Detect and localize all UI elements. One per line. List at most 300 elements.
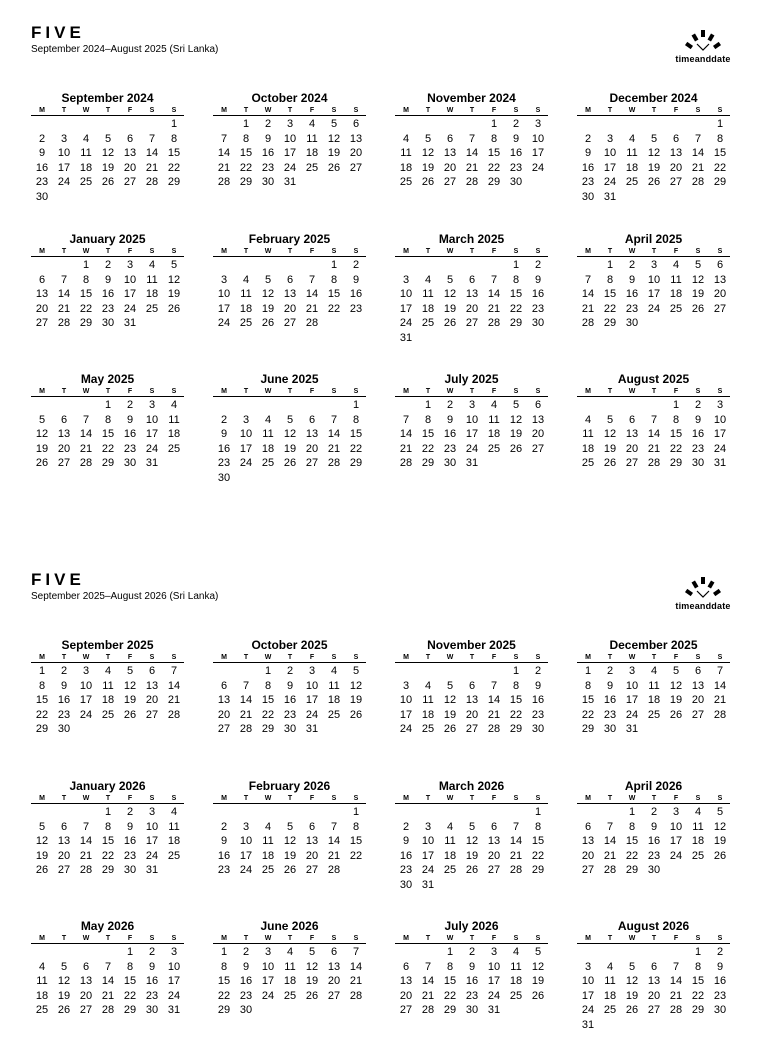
day-cell: 22 — [35, 708, 49, 721]
day-cell: 19 — [443, 302, 457, 315]
day-cell: 30 — [399, 878, 413, 891]
day-cell: 21 — [421, 989, 435, 1002]
weekday-header — [31, 794, 184, 804]
weekday-label: F — [127, 795, 133, 802]
day-cell: 31 — [625, 723, 639, 735]
month-name: November 2024 — [427, 91, 516, 105]
day-cell: 10 — [625, 679, 639, 692]
day-cell: 14 — [167, 679, 181, 692]
day-cell: 27 — [581, 864, 595, 876]
weekday-header — [31, 934, 184, 944]
day-cell: 30 — [123, 457, 137, 469]
weekday-label: T — [425, 935, 431, 942]
day-cell: 15 — [35, 694, 49, 706]
day-cell: 20 — [465, 302, 479, 315]
day-cell: 28 — [603, 864, 617, 876]
day-cell: 31 — [167, 1004, 181, 1016]
day-cell: 21 — [57, 302, 71, 315]
day-cell: 18 — [327, 694, 341, 706]
day-cell: 13 — [283, 288, 297, 300]
day-cell: 8 — [446, 960, 454, 973]
day-cell: 28 — [581, 317, 595, 329]
day-cell: 30 — [239, 1004, 253, 1016]
day-cell: 16 — [691, 428, 705, 440]
weekday-label: M — [585, 107, 591, 114]
empty-day-cell — [643, 398, 665, 413]
day-cell: 1 — [170, 118, 178, 130]
day-cell: 5 — [352, 665, 360, 677]
weekday-label: F — [309, 935, 315, 942]
weekday-label: S — [717, 248, 723, 255]
month-name: November 2025 — [427, 638, 516, 652]
day-cell: 2 — [104, 259, 112, 271]
day-cell: 2 — [446, 399, 454, 411]
day-cell: 20 — [217, 708, 231, 721]
day-cell: 7 — [352, 946, 360, 958]
day-cell: 23 — [509, 161, 523, 174]
day-cell: 13 — [57, 835, 71, 847]
day-cell: 20 — [35, 302, 49, 315]
day-cell: 6 — [694, 665, 702, 677]
weekday-header — [577, 934, 730, 944]
day-cell: 21 — [647, 442, 661, 455]
day-cell: 4 — [628, 132, 636, 145]
day-cell: 6 — [352, 118, 360, 130]
day-cell: 26 — [167, 302, 181, 315]
month-name: March 2026 — [438, 779, 505, 793]
day-cell: 28 — [327, 457, 341, 469]
day-cell: 25 — [421, 723, 435, 735]
weekday-label: S — [535, 654, 541, 661]
weekday-label: T — [287, 107, 293, 114]
day-cell: 31 — [145, 864, 159, 876]
month-name: March 2025 — [438, 232, 505, 246]
day-cell: 3 — [220, 273, 228, 286]
weekday-header — [213, 794, 366, 804]
day-cell: 14 — [79, 835, 93, 847]
empty-day-cell — [301, 258, 323, 273]
day-cell: 4 — [264, 413, 272, 426]
day-cell: 26 — [101, 176, 115, 188]
empty-day-cell — [31, 117, 53, 132]
weekday-label: M — [221, 248, 227, 255]
day-cell: 1 — [512, 259, 520, 271]
day-cell: 8 — [628, 820, 636, 833]
day-grid — [395, 945, 548, 1018]
day-cell: 6 — [286, 273, 294, 286]
day-cell: 1 — [330, 259, 338, 271]
day-cell: 6 — [82, 960, 90, 973]
weekday-label: F — [673, 388, 679, 395]
weekday-label: W — [82, 654, 90, 661]
day-cell: 19 — [443, 708, 457, 721]
day-cell: 28 — [349, 989, 363, 1002]
day-cell: 30 — [57, 723, 71, 735]
day-cell: 29 — [669, 457, 683, 469]
day-cell: 29 — [217, 1004, 231, 1016]
day-cell: 27 — [145, 708, 159, 721]
empty-day-cell — [213, 805, 235, 820]
day-cell: 4 — [38, 960, 46, 973]
weekday-label: W — [264, 248, 272, 255]
day-cell: 21 — [349, 975, 363, 987]
day-cell: 12 — [691, 273, 705, 286]
empty-day-cell — [257, 805, 279, 820]
day-cell: 4 — [308, 118, 316, 130]
day-cell: 15 — [327, 288, 341, 300]
weekday-label: S — [695, 935, 701, 942]
day-cell: 13 — [625, 428, 639, 440]
empty-day-cell — [461, 664, 483, 679]
month-calendar — [577, 778, 730, 878]
day-cell: 11 — [648, 679, 660, 692]
day-cell: 11 — [262, 835, 274, 847]
weekday-label: S — [149, 654, 155, 661]
day-cell: 14 — [647, 428, 661, 440]
day-cell: 16 — [239, 975, 253, 987]
weekday-label: S — [149, 107, 155, 114]
day-cell: 29 — [487, 176, 501, 188]
weekday-header — [395, 106, 548, 116]
day-cell: 8 — [512, 679, 520, 692]
weekday-label: M — [585, 795, 591, 802]
day-cell: 7 — [220, 132, 228, 145]
day-cell: 1 — [104, 806, 112, 818]
day-cell: 24 — [421, 864, 435, 876]
day-cell: 17 — [669, 835, 683, 847]
weekday-label: S — [149, 388, 155, 395]
empty-day-cell — [643, 117, 665, 132]
day-cell: 21 — [167, 694, 181, 706]
weekday-header — [31, 387, 184, 397]
day-cell: 22 — [509, 302, 523, 315]
day-cell: 28 — [713, 708, 727, 721]
day-cell: 8 — [330, 273, 338, 286]
day-cell: 1 — [534, 806, 542, 818]
day-cell: 13 — [647, 975, 661, 987]
day-cell: 20 — [145, 694, 159, 706]
day-cell: 5 — [650, 132, 658, 145]
weekday-header — [577, 387, 730, 397]
day-cell: 24 — [57, 176, 71, 188]
empty-day-cell — [257, 398, 279, 413]
day-cell: 23 — [603, 708, 617, 721]
weekday-label: F — [673, 654, 679, 661]
weekday-label: S — [717, 654, 723, 661]
day-cell: 17 — [531, 147, 545, 159]
day-cell: 15 — [691, 975, 705, 987]
day-cell: 11 — [284, 960, 296, 973]
day-cell: 17 — [239, 442, 253, 455]
day-cell: 7 — [330, 820, 338, 833]
day-cell: 22 — [625, 849, 639, 862]
day-cell: 8 — [716, 132, 724, 145]
day-cell: 19 — [35, 442, 49, 455]
day-cell: 23 — [399, 864, 413, 876]
day-cell: 18 — [283, 975, 297, 987]
day-cell: 24 — [123, 302, 137, 315]
day-cell: 28 — [79, 864, 93, 876]
day-cell: 29 — [261, 723, 275, 735]
day-cell: 12 — [57, 975, 71, 987]
day-cell: 3 — [584, 960, 592, 973]
day-cell: 19 — [713, 835, 727, 847]
weekday-label: W — [446, 248, 454, 255]
empty-day-cell — [279, 398, 301, 413]
day-cell: 1 — [352, 806, 360, 818]
day-cell: 25 — [603, 1004, 617, 1016]
empty-day-cell — [235, 258, 257, 273]
day-cell: 5 — [446, 273, 454, 286]
day-cell: 2 — [38, 132, 46, 145]
day-cell: 24 — [167, 989, 181, 1002]
weekday-label: S — [331, 935, 337, 942]
day-cell: 26 — [691, 302, 705, 315]
day-grid — [395, 664, 548, 737]
day-cell: 4 — [672, 259, 680, 271]
day-cell: 24 — [217, 317, 231, 329]
weekday-label: S — [171, 795, 177, 802]
weekday-label: T — [651, 248, 657, 255]
day-cell: 24 — [669, 849, 683, 862]
weekday-label: S — [535, 795, 541, 802]
day-cell: 28 — [421, 1004, 435, 1016]
empty-day-cell — [53, 945, 75, 960]
day-cell: 19 — [531, 975, 545, 987]
weekday-label: M — [39, 795, 45, 802]
day-cell: 8 — [264, 679, 272, 692]
day-cell: 25 — [421, 317, 435, 329]
day-grid — [213, 805, 366, 878]
weekday-label: T — [243, 248, 249, 255]
empty-day-cell — [599, 398, 621, 413]
day-cell: 7 — [242, 679, 250, 692]
day-cell: 12 — [123, 679, 137, 692]
day-cell: 22 — [487, 161, 501, 174]
empty-day-cell — [323, 398, 345, 413]
day-cell: 23 — [283, 708, 297, 721]
day-cell: 11 — [422, 288, 434, 300]
weekday-label: S — [331, 107, 337, 114]
calendar-year-block — [0, 547, 768, 1059]
weekday-label: F — [491, 654, 497, 661]
day-cell: 3 — [402, 273, 410, 286]
day-cell: 1 — [126, 946, 134, 958]
day-cell: 27 — [283, 317, 297, 329]
weekday-label: S — [149, 935, 155, 942]
month-calendar — [395, 778, 548, 892]
month-calendar — [395, 231, 548, 345]
weekday-label: S — [331, 654, 337, 661]
day-cell: 15 — [713, 147, 727, 159]
empty-day-cell — [53, 398, 75, 413]
weekday-label: S — [717, 107, 723, 114]
day-cell: 20 — [283, 302, 297, 315]
day-cell: 3 — [264, 946, 272, 958]
day-cell: 16 — [145, 975, 159, 987]
day-cell: 26 — [283, 864, 297, 876]
weekday-label: F — [127, 935, 133, 942]
day-cell: 25 — [261, 864, 275, 876]
day-cell: 14 — [509, 835, 523, 847]
day-cell: 24 — [603, 176, 617, 188]
day-cell: 23 — [531, 708, 545, 721]
day-cell: 28 — [217, 176, 231, 188]
weekday-label: T — [425, 654, 431, 661]
weekday-label: T — [425, 795, 431, 802]
day-cell: 27 — [217, 723, 231, 735]
day-grid — [577, 945, 730, 1032]
day-cell: 27 — [123, 176, 137, 188]
day-cell: 11 — [168, 820, 180, 833]
day-cell: 27 — [465, 317, 479, 329]
day-cell: 6 — [308, 413, 316, 426]
day-cell: 23 — [101, 302, 115, 315]
month-calendar — [395, 637, 548, 737]
day-cell: 23 — [57, 708, 71, 721]
day-cell: 15 — [421, 428, 435, 440]
empty-day-cell — [301, 805, 323, 820]
weekday-label: S — [535, 248, 541, 255]
day-cell: 28 — [327, 864, 341, 876]
day-cell: 9 — [446, 413, 454, 426]
day-cell: 30 — [261, 176, 275, 188]
day-cell: 21 — [399, 442, 413, 455]
day-cell: 13 — [531, 413, 545, 426]
empty-day-cell — [577, 945, 599, 960]
day-cell: 2 — [584, 132, 592, 145]
day-cell: 26 — [669, 708, 683, 721]
month-name: January 2026 — [69, 779, 146, 793]
day-cell: 2 — [650, 806, 658, 818]
day-grid — [31, 117, 184, 204]
day-cell: 14 — [305, 288, 319, 300]
empty-day-cell — [31, 258, 53, 273]
day-cell: 3 — [628, 665, 636, 677]
day-cell: 18 — [145, 288, 159, 300]
day-cell: 20 — [691, 694, 705, 706]
month-calendar — [213, 231, 366, 331]
day-cell: 15 — [603, 288, 617, 300]
weekday-label: W — [264, 388, 272, 395]
day-cell: 20 — [669, 161, 683, 174]
day-cell: 25 — [443, 864, 457, 876]
day-cell: 19 — [691, 288, 705, 300]
empty-day-cell — [439, 664, 461, 679]
day-cell: 26 — [443, 723, 457, 735]
day-cell: 17 — [625, 694, 639, 706]
day-cell: 3 — [716, 399, 724, 411]
day-cell: 16 — [647, 835, 661, 847]
day-cell: 8 — [82, 273, 90, 286]
day-cell: 24 — [647, 302, 661, 315]
day-cell: 30 — [465, 1004, 479, 1016]
day-cell: 19 — [283, 849, 297, 862]
day-cell: 6 — [126, 132, 134, 145]
day-cell: 25 — [305, 161, 319, 174]
day-cell: 14 — [465, 147, 479, 159]
empty-day-cell — [687, 117, 709, 132]
day-cell: 19 — [101, 161, 115, 174]
day-cell: 27 — [465, 723, 479, 735]
day-cell: 9 — [148, 960, 156, 973]
day-cell: 22 — [421, 442, 435, 455]
day-cell: 18 — [691, 835, 705, 847]
day-cell: 25 — [669, 302, 683, 315]
day-cell: 14 — [239, 694, 253, 706]
day-cell: 13 — [123, 147, 137, 159]
day-cell: 24 — [465, 442, 479, 455]
day-cell: 26 — [327, 161, 341, 174]
day-cell: 16 — [123, 428, 137, 440]
day-cell: 5 — [424, 132, 432, 145]
day-cell: 17 — [465, 428, 479, 440]
day-cell: 16 — [57, 694, 71, 706]
brand-name: timeanddate — [675, 54, 731, 64]
day-cell: 14 — [487, 694, 501, 706]
empty-day-cell — [395, 117, 417, 132]
weekday-label: T — [61, 388, 67, 395]
month-name: February 2026 — [248, 779, 331, 793]
day-cell: 16 — [443, 428, 457, 440]
month-calendar — [577, 918, 730, 1032]
weekday-header — [213, 387, 366, 397]
weekday-label: S — [535, 388, 541, 395]
weekday-label: F — [491, 388, 497, 395]
empty-day-cell — [461, 117, 483, 132]
day-cell: 20 — [581, 849, 595, 862]
day-cell: 14 — [421, 975, 435, 987]
weekday-label: F — [127, 248, 133, 255]
day-cell: 10 — [239, 835, 253, 847]
day-cell: 15 — [509, 288, 523, 300]
weekday-label: W — [82, 935, 90, 942]
empty-day-cell — [213, 258, 235, 273]
day-cell: 9 — [402, 835, 410, 847]
day-cell: 29 — [123, 1004, 137, 1016]
day-cell: 3 — [534, 118, 542, 130]
day-cell: 3 — [170, 946, 178, 958]
weekday-label: T — [651, 107, 657, 114]
day-cell: 17 — [399, 708, 413, 721]
day-cell: 6 — [468, 679, 476, 692]
day-cell: 9 — [694, 413, 702, 426]
month-calendar — [395, 371, 548, 471]
day-cell: 12 — [443, 694, 457, 706]
day-cell: 23 — [443, 442, 457, 455]
month-calendar — [395, 90, 548, 190]
day-cell: 4 — [148, 259, 156, 271]
weekday-label: W — [628, 654, 636, 661]
day-cell: 16 — [603, 694, 617, 706]
day-cell: 8 — [352, 820, 360, 833]
day-cell: 9 — [264, 132, 272, 145]
day-cell: 5 — [628, 960, 636, 973]
day-cell: 27 — [79, 1004, 93, 1016]
day-cell: 21 — [581, 302, 595, 315]
day-cell: 21 — [487, 708, 501, 721]
day-cell: 13 — [327, 960, 341, 973]
day-cell: 23 — [145, 989, 159, 1002]
day-cell: 29 — [101, 864, 115, 876]
day-cell: 3 — [242, 820, 250, 833]
day-cell: 2 — [468, 946, 476, 958]
weekday-label: T — [651, 935, 657, 942]
day-cell: 9 — [534, 679, 542, 692]
day-cell: 7 — [716, 665, 724, 677]
day-cell: 14 — [79, 428, 93, 440]
day-cell: 22 — [669, 442, 683, 455]
